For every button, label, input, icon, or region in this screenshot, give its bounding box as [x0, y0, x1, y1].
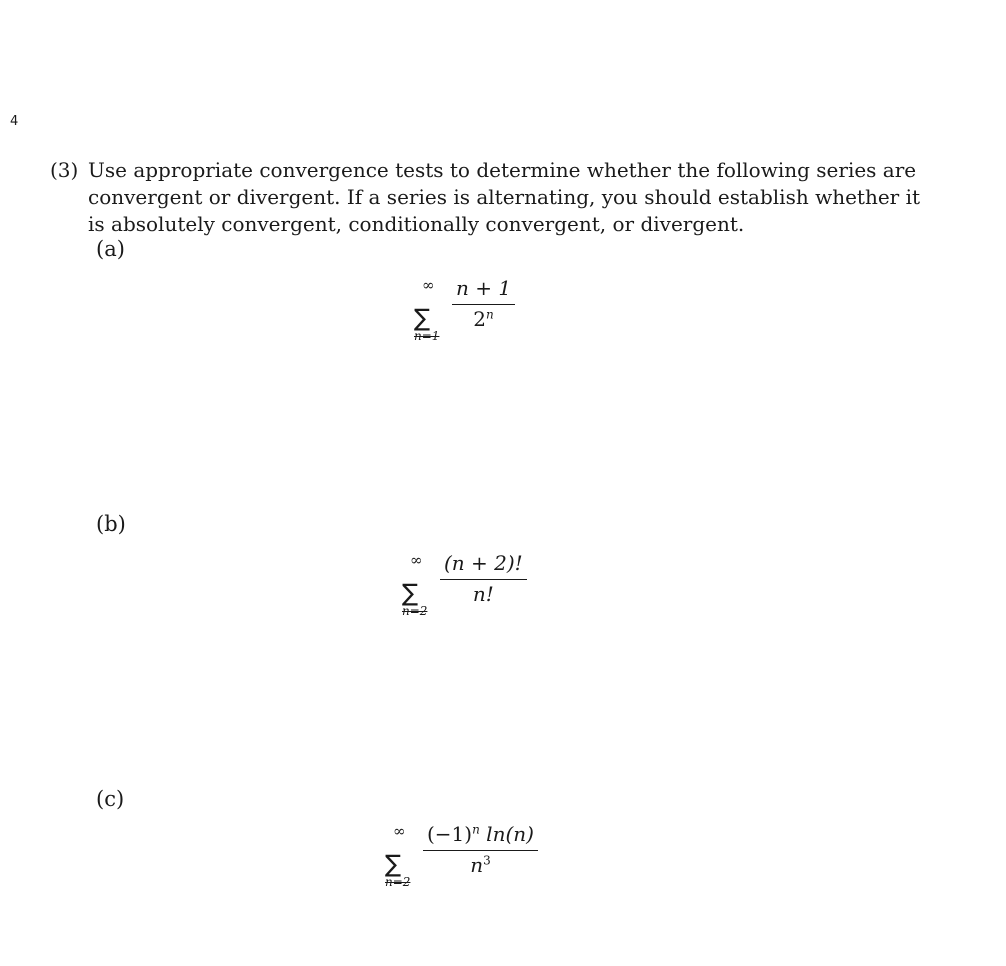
- series-b-fraction: [440, 551, 527, 606]
- series-a-numerator: n + 1: [456, 276, 512, 300]
- problem-number: (3): [50, 158, 79, 182]
- part-b-label: (b): [96, 512, 126, 536]
- page-number: 4: [10, 114, 19, 129]
- series-a: [414, 276, 554, 358]
- series-a-upper-limit: ∞: [422, 276, 435, 294]
- part-c-label: (c): [96, 787, 125, 811]
- series-c-denominator: $n^3$: [470, 853, 491, 877]
- series-b: [402, 551, 542, 633]
- series-c-numerator: $(-1)^n$ ln(n): [427, 822, 534, 846]
- series-a-fraction: [452, 276, 515, 331]
- series-c-sigma: ∑: [385, 850, 402, 878]
- series-b-sigma: ∑: [402, 579, 419, 607]
- series-c-upper-limit: ∞: [393, 822, 406, 840]
- part-a-label: (a): [96, 237, 125, 261]
- problem-statement: [50, 157, 930, 238]
- series-a-sigma: ∑: [414, 304, 431, 332]
- series-b-lower-limit: n=2: [402, 604, 428, 618]
- series-c-lower-limit: n=2: [385, 875, 411, 889]
- series-b-numerator: (n + 2)!: [444, 551, 523, 575]
- series-a-denominator: 2$^n$: [473, 307, 494, 331]
- series-c-fraction: [423, 822, 538, 877]
- series-b-upper-limit: ∞: [410, 551, 423, 569]
- problem-text: Use appropriate convergence tests to determine whether the following series are convergent or divergent. If a series is alternating, you should establish whether it is absolutely convergent, conditionally convergent, or divergent.: [88, 158, 921, 236]
- series-c: [385, 822, 555, 904]
- series-b-denominator: n!: [472, 582, 494, 606]
- series-a-lower-limit: n=1: [414, 329, 440, 343]
